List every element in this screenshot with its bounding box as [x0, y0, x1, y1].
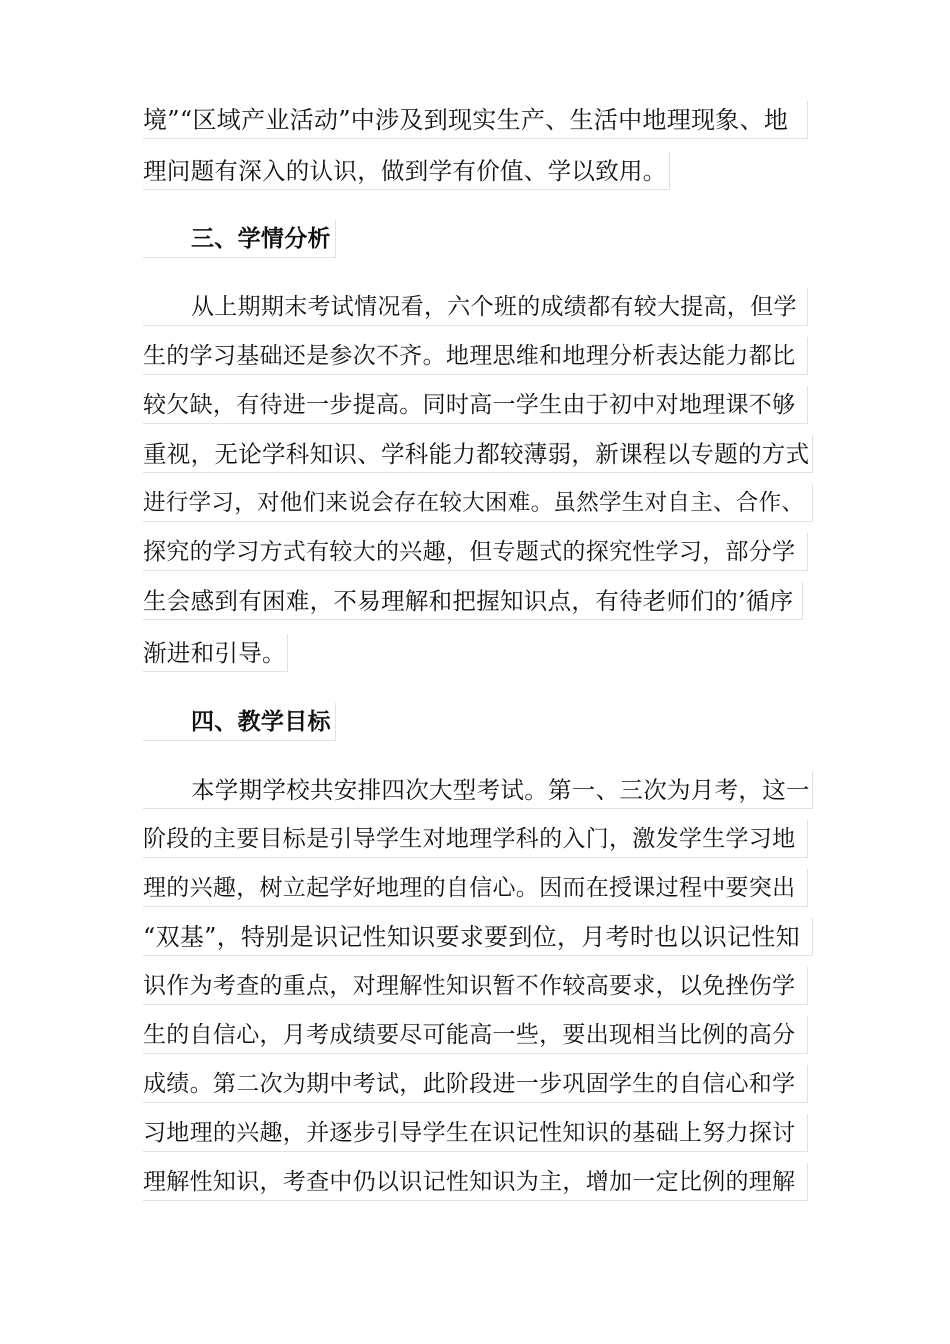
body-text-line: 渐进和引导。 [143, 634, 288, 672]
body-text-line: 阶段的主要目标是引导学生对地理学科的入门，激发学生学习地 [143, 820, 808, 858]
section-heading-4: 四、教学目标 [143, 703, 336, 741]
body-text-line: 重视，无论学科知识、学科能力都较薄弱，新课程以专题的方式 [143, 435, 813, 473]
body-text-line: 境”“区域产业活动”中涉及到现实生产、生活中地理现象、地 [143, 101, 808, 139]
body-text-line: 生的自信心，月考成绩要尽可能高一些，要出现相当比例的高分 [143, 1016, 808, 1054]
body-text-line: 从上期期末考试情况看，六个班的成绩都有较大提高，但学 [143, 288, 808, 326]
body-text-line: 理问题有深入的认识，做到学有价值、学以致用。 [143, 152, 670, 190]
body-text-line: “双基”，特别是识记性知识要求要到位，月考时也以识记性知 [143, 918, 813, 956]
body-text-line: 成绩。第二次为期中考试，此阶段进一步巩固学生的自信心和学 [143, 1065, 808, 1103]
body-text-line: 生的学习基础还是参次不齐。地理思维和地理分析表达能力都比 [143, 337, 808, 375]
body-text-line: 较欠缺，有待进一步提高。同时高一学生由于初中对地理课不够 [143, 386, 808, 424]
body-text-line: 生会感到有困难，不易理解和把握知识点，有待老师们的’循序 [143, 582, 803, 620]
body-text-line: 探究的学习方式有较大的兴趣，但专题式的探究性学习，部分学 [143, 533, 808, 571]
body-text-line: 识作为考查的重点，对理解性知识暂不作较高要求，以免挫伤学 [143, 967, 808, 1005]
body-text-line: 理解性知识，考查中仍以识记性知识为主，增加一定比例的理解 [143, 1163, 808, 1201]
section-heading-3: 三、学情分析 [143, 220, 336, 258]
body-text-line: 本学期学校共安排四次大型考试。第一、三次为月考，这一 [143, 771, 813, 809]
body-text-line: 进行学习，对他们来说会存在较大困难。虽然学生对自主、合作、 [143, 484, 813, 522]
body-text-line: 习地理的兴趣，并逐步引导学生在识记性知识的基础上努力探讨 [143, 1114, 808, 1152]
body-text-line: 理的兴趣，树立起学好地理的自信心。因而在授课过程中要突出 [143, 869, 808, 907]
